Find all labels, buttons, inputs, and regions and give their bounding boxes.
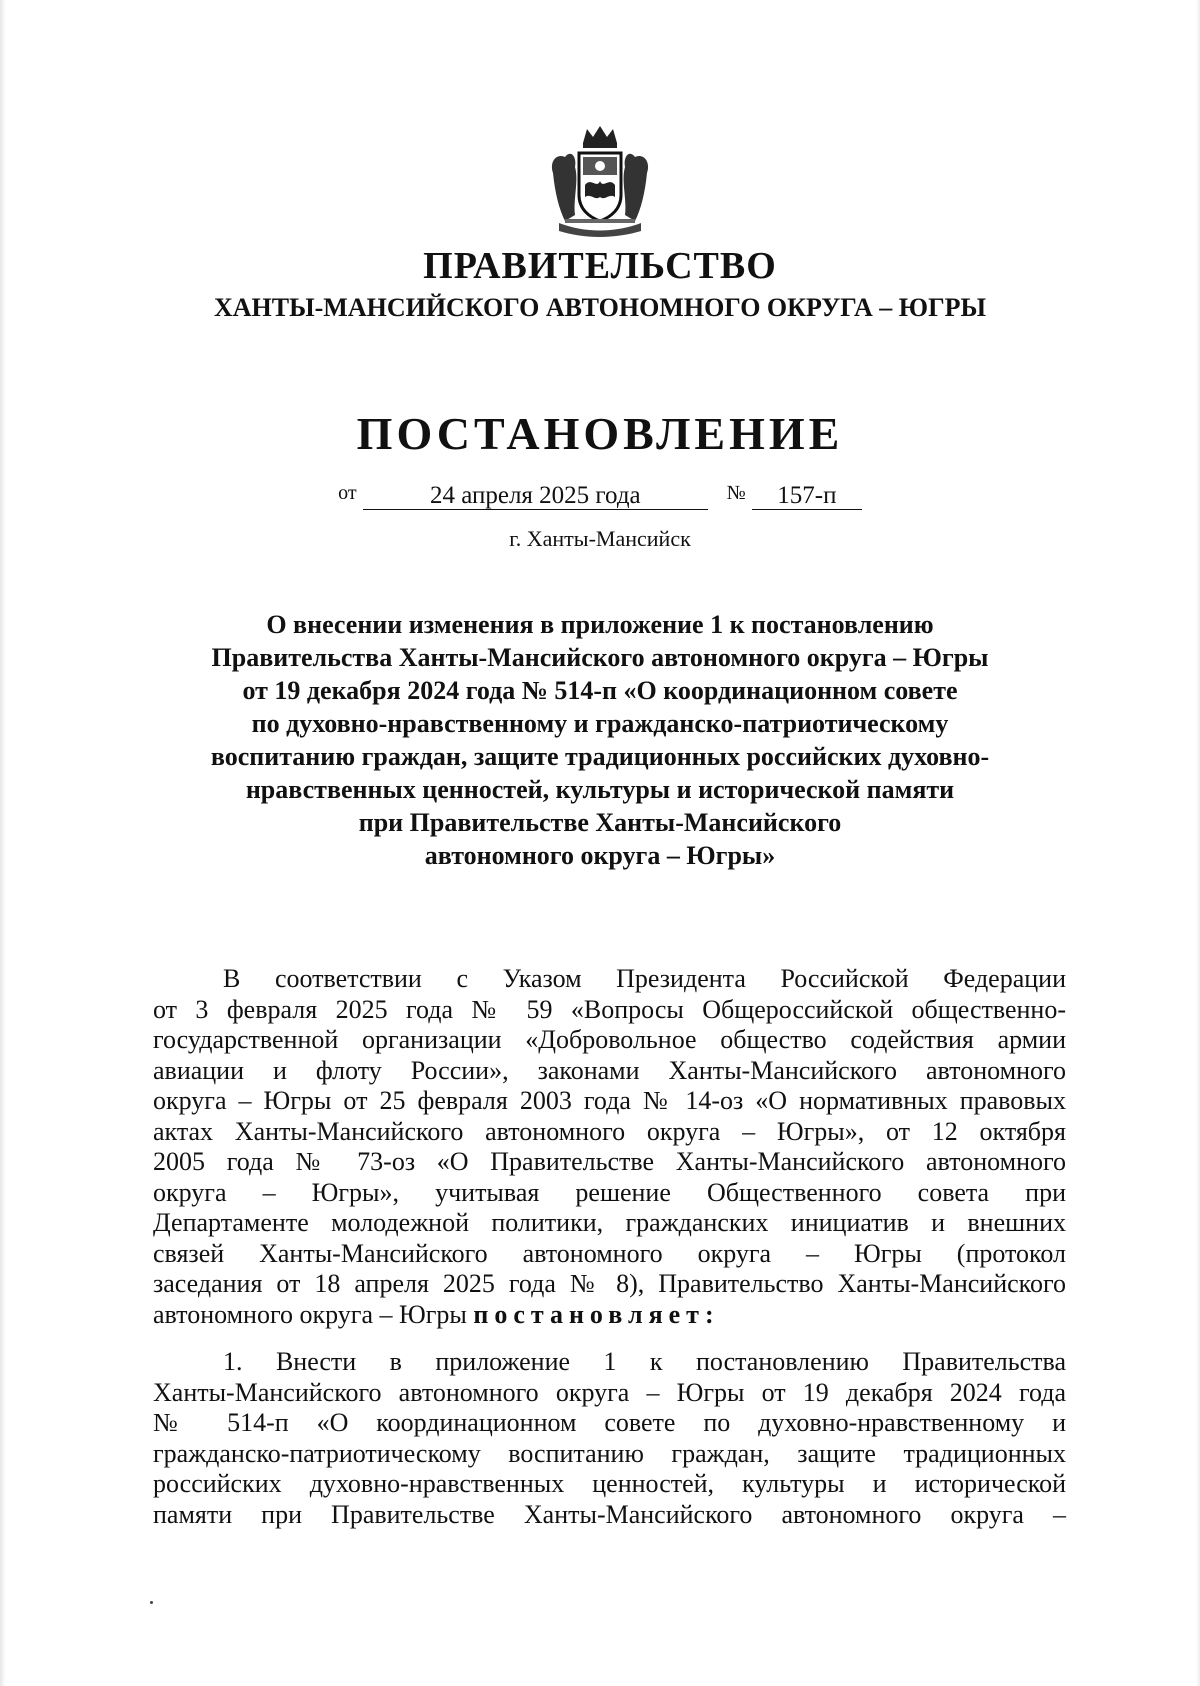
government-title: ПРАВИТЕЛЬСТВО xyxy=(423,245,777,287)
preamble-last-line xyxy=(153,1300,1066,1331)
heading-line: автономного округа – Югры» xyxy=(424,841,776,870)
date-prefix: от xyxy=(338,482,357,504)
preamble-line: связей Ханты-Мансийского автономного округа – Югры (протокол xyxy=(153,1238,1066,1268)
number-prefix: № xyxy=(726,482,746,504)
heading-line: нравственных ценностей, культуры и исторической памяти xyxy=(245,775,955,804)
khmao-coat-of-arms-icon xyxy=(545,123,655,241)
heading-line: О внесении изменения в приложение 1 к постановлению xyxy=(266,610,934,639)
item-1-line: № 514-п «О координационном совете по духовно-нравственному и xyxy=(153,1408,1066,1437)
document-heading xyxy=(160,608,1040,872)
heading-line: Правительства Ханты-Мансийского автономного округа – Югры xyxy=(211,643,989,672)
preamble-last-line-text: автономного округа – Югры xyxy=(153,1299,467,1329)
preamble-line: Департаменте молодежной политики, гражданских инициатив и внешних xyxy=(153,1208,1066,1237)
preamble-line: округа – Югры от 25 февраля 2003 года № 14-оз «О нормативных правовых xyxy=(153,1086,1066,1115)
item-1-paragraph xyxy=(153,1347,1066,1530)
item-1-line: российских духовно-нравственных ценностей, культуры и исторической xyxy=(153,1469,1066,1498)
heading-line: воспитанию граждан, защите традиционных российских духовно- xyxy=(210,742,990,771)
preamble-line: округа – Югры», учитывая решение Общественного совета при xyxy=(153,1177,1066,1207)
date-number-line xyxy=(0,478,1200,511)
government-subtitle: ХАНТЫ-МАНСИЙСКОГО АВТОНОМНОГО ОКРУГА – ЮГРЫ xyxy=(213,293,987,322)
heading-line: при Правительстве Ханты-Мансийского xyxy=(358,808,842,837)
city-of-issue: г. Ханты-Мансийск xyxy=(509,526,691,551)
document-type: ПОСТАНОВЛЕНИЕ xyxy=(356,408,844,459)
preamble-line: заседания от 18 апреля 2025 года № 8), Правительство Ханты-Мансийского xyxy=(153,1269,1066,1298)
preamble-line: от 3 февраля 2025 года № 59 «Вопросы Общероссийской общественно- xyxy=(153,994,1066,1024)
preamble-line: авиации и флоту России», законами Ханты-Мансийского автономного xyxy=(153,1055,1066,1085)
preamble-line: 2005 года № 73-оз «О Правительстве Ханты-Мансийского автономного xyxy=(153,1147,1066,1176)
preamble-paragraph xyxy=(153,964,1066,1330)
heading-line: по духовно-нравственному и гражданско-патриотическому xyxy=(251,709,949,738)
item-1-line: гражданско-патриотическому воспитанию граждан, защите традиционных xyxy=(153,1438,1066,1468)
document-date: 24 апреля 2025 года xyxy=(363,483,708,510)
resolves-word: постановляет: xyxy=(473,1299,720,1329)
document-number: 157-п xyxy=(752,483,862,510)
preamble-line: государственной организации «Добровольное общество содействия армии xyxy=(153,1025,1066,1054)
preamble-line: актах Ханты-Мансийского автономного округа – Югры», от 12 октября xyxy=(153,1116,1066,1146)
scan-speck xyxy=(150,1601,153,1604)
item-1-line: Ханты-Мансийского автономного округа – Югры от 19 декабря 2024 года xyxy=(153,1377,1066,1407)
heading-line: от 19 декабря 2024 года № 514-п «О координационном совете xyxy=(242,676,958,705)
preamble-line: В соответствии с Указом Президента Российской Федерации xyxy=(223,964,1066,993)
item-1-line: 1. Внести в приложение 1 к постановлению Правительства xyxy=(223,1347,1066,1376)
item-1-line: памяти при Правительстве Ханты-Мансийского автономного округа – xyxy=(153,1499,1066,1529)
